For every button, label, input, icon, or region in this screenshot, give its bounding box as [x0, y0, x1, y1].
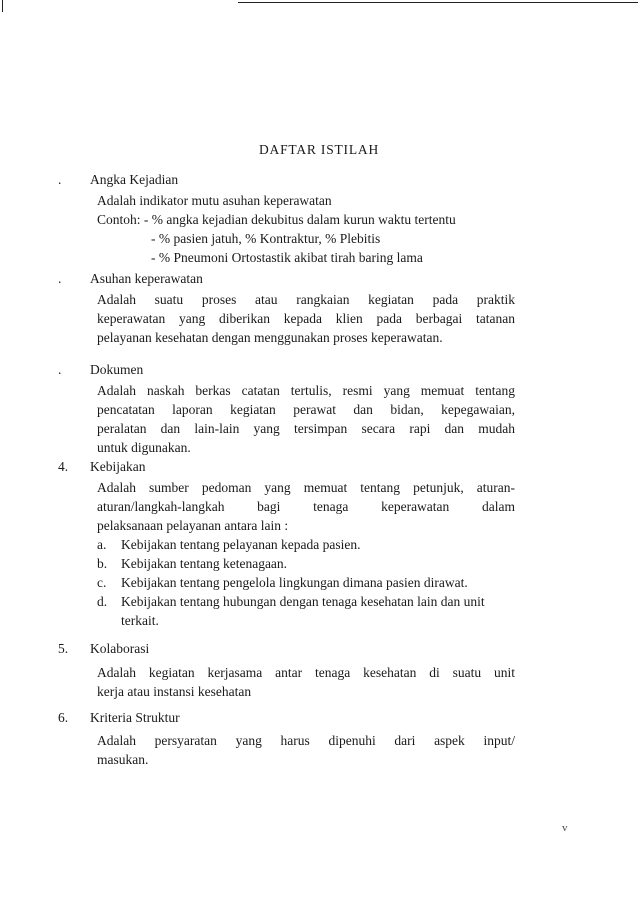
- page-title: DAFTAR ISTILAH: [259, 142, 379, 157]
- definition-line: pencatatan laporan kegiatan perawat dan bidan, kepegawaian,: [97, 402, 515, 417]
- entry-term: Dokumen: [90, 362, 144, 377]
- list-item-label: a.: [97, 537, 107, 552]
- entry-number: 6.: [58, 710, 69, 725]
- definition-line: Adalah persyaratan yang harus dipenuhi dari aspek input/: [97, 733, 515, 748]
- entry-term: Kolaborasi: [90, 641, 150, 656]
- entry-term: Angka Kejadian: [90, 172, 179, 187]
- entry-term: Kebijakan: [90, 459, 146, 474]
- definition-line: kerja atau instansi kesehatan: [97, 684, 252, 699]
- definition-line: peralatan dan lain-lain yang tersimpan secara rapi dan mudah: [97, 421, 515, 436]
- entry-number: 4.: [58, 459, 69, 474]
- definition-line: masukan.: [97, 752, 149, 767]
- entry-definition: [97, 191, 515, 267]
- definition-line: Adalah kegiatan kerjasama antar tenaga kesehatan di suatu unit: [97, 665, 515, 680]
- definition-line: Contoh: - % angka kejadian dekubitus dalam kurun waktu tertentu: [97, 212, 456, 227]
- list-item: [97, 554, 515, 573]
- definition-line: pelaksanaan pelayanan antara lain :: [97, 518, 289, 533]
- list-item-text: Kebijakan tentang pelayanan kepada pasien.: [121, 537, 361, 552]
- entry-number: .: [58, 172, 62, 187]
- entry-definition: [97, 478, 515, 630]
- entry-definition: [97, 731, 515, 769]
- entry-number: .: [58, 271, 62, 286]
- list-item: [97, 535, 515, 554]
- entry-definition: [97, 663, 515, 701]
- definition-line: untuk digunakan.: [97, 440, 191, 455]
- left-border-mark: [2, 0, 3, 12]
- definition-line: - % Pneumoni Ortostastik akibat tirah baring lama: [151, 250, 423, 265]
- list-item-text: Kebijakan tentang pengelola lingkungan dimana pasien dirawat.: [121, 575, 468, 590]
- entry-definition: [97, 290, 515, 347]
- definition-line: Adalah sumber pedoman yang memuat tentang petunjuk, aturan-: [97, 480, 515, 495]
- list-item-label: d.: [97, 594, 108, 609]
- list-item-label: c.: [97, 575, 107, 590]
- list-item-text: Kebijakan tentang ketenagaan.: [121, 556, 288, 571]
- definition-line: Adalah suatu proses atau rangkaian kegiatan pada praktik: [97, 292, 515, 307]
- definition-line: keperawatan yang diberikan kepada klien pada berbagai tatanan: [97, 311, 515, 326]
- top-border-line: [238, 2, 638, 3]
- definition-line: - % pasien jatuh, % Kontraktur, % Plebitis: [151, 231, 381, 246]
- definition-line: aturan/langkah-langkah bagi tenaga keperawatan dalam: [97, 499, 515, 514]
- definition-line: pelayanan kesehatan dengan menggunakan proses keperawatan.: [97, 330, 443, 345]
- entry-term: Kriteria Struktur: [90, 710, 180, 725]
- entry-definition: [97, 381, 515, 457]
- entry-term: Asuhan keperawatan: [90, 271, 203, 286]
- page-number: v: [562, 822, 568, 834]
- definition-line: Adalah naskah berkas catatan tertulis, resmi yang memuat tentang: [97, 383, 515, 398]
- list-item-label: b.: [97, 556, 108, 571]
- list-item-text: Kebijakan tentang hubungan dengan tenaga kesehatan lain dan unit terkait.: [121, 594, 485, 628]
- list-item: [97, 592, 515, 630]
- entry-number: 5.: [58, 641, 69, 656]
- entry-number: .: [58, 362, 62, 377]
- list-item: [97, 573, 515, 592]
- definition-line: Adalah indikator mutu asuhan keperawatan: [97, 193, 332, 208]
